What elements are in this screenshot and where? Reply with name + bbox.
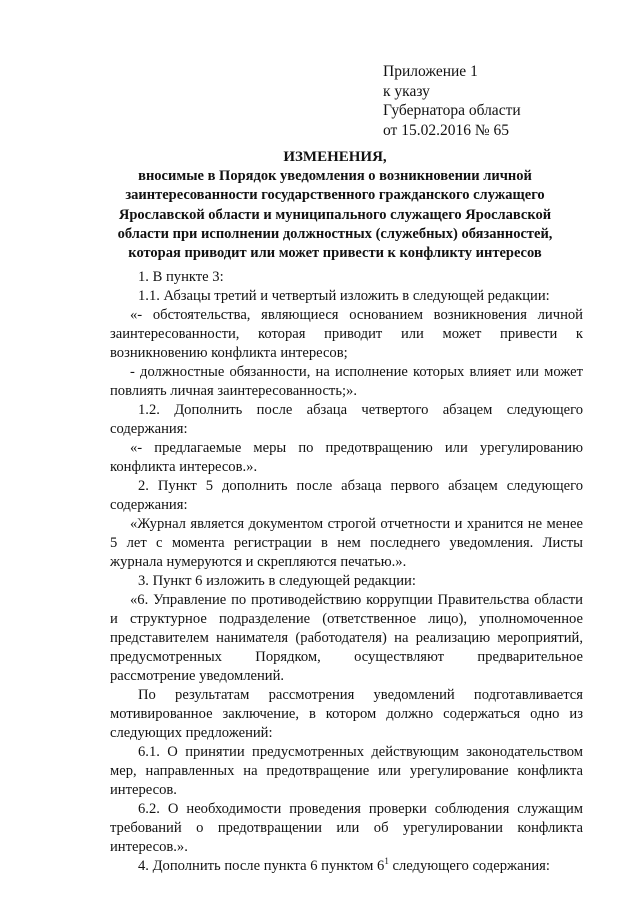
appendix-header — [383, 62, 521, 140]
item-1: 1. В пункте 3: — [138, 269, 224, 285]
appendix-line-2: к указу — [383, 82, 430, 100]
title-line-2: заинтересованности государственного гражданского служащего — [125, 187, 545, 204]
appendix-line-4: от 15.02.2016 № 65 — [383, 121, 509, 139]
item-3: 3. Пункт 6 изложить в следующей редакции: — [138, 573, 416, 589]
item-2: 2. Пункт 5 дополнить после абзаца первого абзацем следующего содержания: — [110, 478, 583, 513]
quote-paragraph-8: 6.2. О необходимости проведения проверки соблюдения служащим требований о предотвращении или об урегулировании конфликта интересов.». — [110, 801, 583, 855]
item-4-text-end: следующего содержания: — [388, 858, 550, 874]
title-line-3: Ярославской области и муниципального служащего Ярославской — [118, 206, 552, 223]
item-1-2: 1.2. Дополнить после абзаца четвертого абзацем следующего содержания: — [110, 402, 583, 437]
title-line-5: которая приводит или может привести к конфликту интересов — [128, 245, 542, 262]
appendix-line-1: Приложение 1 — [383, 63, 478, 80]
quote-paragraph-7: 6.1. О принятии предусмотренных действующим законодательством мер, направленных на предотвращение или урегулирование конфликта интересов. — [110, 744, 583, 798]
document-title — [110, 148, 560, 263]
item-1-1: 1.1. Абзацы третий и четвертый изложить в следующей редакции: — [138, 288, 550, 304]
title-heading: ИЗМЕНЕНИЯ, — [283, 149, 387, 165]
document-body — [110, 268, 583, 876]
quote-paragraph-3: «- предлагаемые меры по предотвращению или урегулированию конфликта интересов.». — [110, 440, 583, 475]
quote-paragraph-1: «- обстоятельства, являющиеся основанием возникновения личной заинтересованности, которая приводит или может привести к возникновению конфликта интересов; — [110, 307, 583, 361]
item-4-text: 4. Дополнить после пункта 6 пунктом 6 — [138, 858, 385, 874]
item-4 — [110, 857, 583, 876]
item-4-superscript: 1 — [384, 856, 389, 867]
title-line-4: области при исполнении должностных (служебных) обязанностей, — [117, 225, 553, 242]
quote-paragraph-2: - должностные обязанности, на исполнение которых влияет или может повлиять личная заинтересованность;». — [110, 364, 583, 399]
quote-paragraph-6: По результатам рассмотрения уведомлений подготавливается мотивированное заключение, в котором должно содержаться одно из следующих предложений: — [110, 687, 583, 741]
title-line-1: вносимые в Порядок уведомления о возникновении личной — [138, 168, 532, 185]
quote-paragraph-4: «Журнал является документом строгой отчетности и хранится не менее 5 лет с момента регистрации в нем последнего уведомления. Листы журнала нумеруются и скрепляются печатью.». — [110, 516, 583, 570]
quote-paragraph-5: «6. Управление по противодействию коррупции Правительства области и структурное подразделение (ответственное лицо), уполномоченное представителем нанимателя (работодателя) на реализацию мероприятий, предусмотренных Порядком, осуществляют предварительное рассмотрение уведомлений. — [110, 592, 583, 684]
appendix-line-3: Губернатора области — [383, 102, 521, 119]
